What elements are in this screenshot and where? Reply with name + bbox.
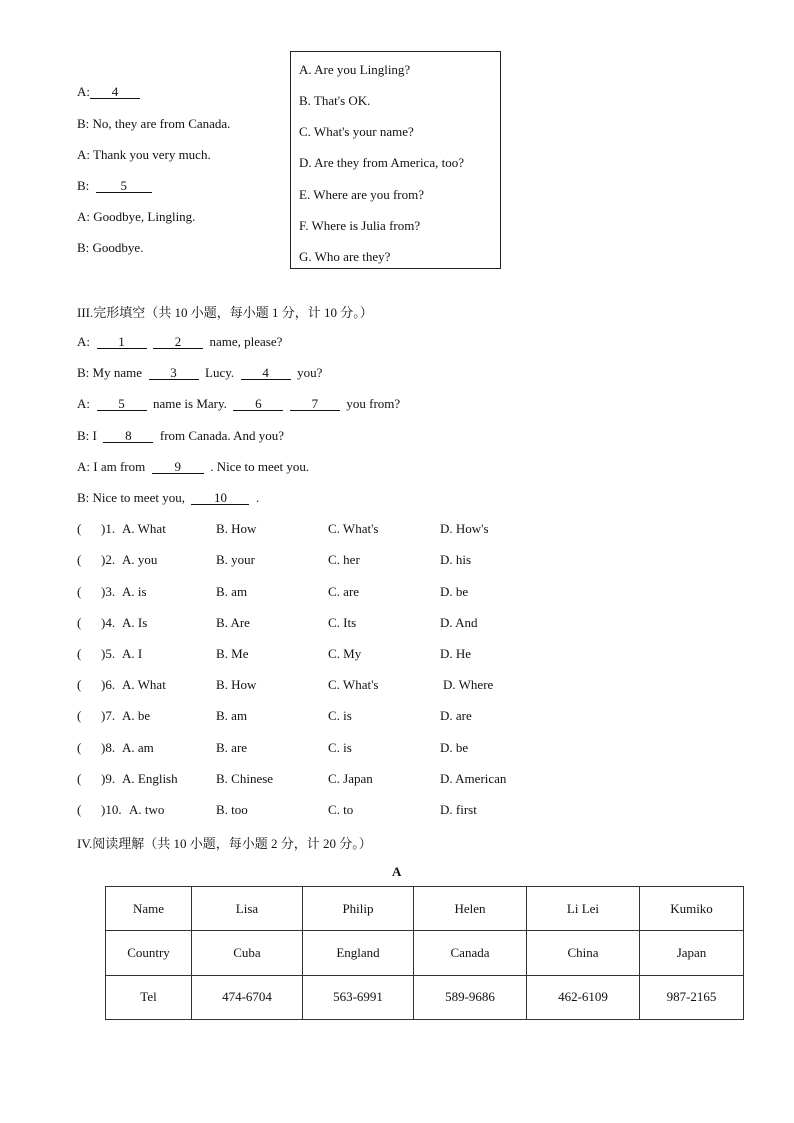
choice-c: C. her	[328, 552, 360, 567]
choice-b: B. How	[216, 521, 257, 536]
question-number: )3.	[101, 584, 116, 599]
choice-b: B. are	[216, 740, 248, 755]
choice-a: A. Is	[122, 615, 148, 630]
choice-d: D. are	[440, 708, 472, 723]
table-cell: Japan	[640, 931, 744, 975]
choice-a: A. am	[122, 740, 154, 755]
question-number: )9.	[101, 771, 116, 786]
cloze-text: . Nice to meet you.	[210, 459, 310, 474]
choice-question	[77, 584, 577, 600]
choice-b: B. How	[216, 677, 257, 692]
choice-c: C. is	[328, 740, 352, 755]
choice-b: B. your	[216, 552, 255, 567]
option-item: E. Where are you from?	[299, 187, 425, 202]
option-item: D. Are they from America, too?	[299, 155, 464, 170]
cloze-line	[77, 490, 259, 506]
table-cell: Lisa	[192, 887, 303, 931]
choice-c: C. My	[328, 646, 362, 661]
dialogue-line	[77, 84, 140, 100]
question-number: )10.	[101, 802, 122, 817]
choice-b: B. am	[216, 708, 248, 723]
cloze-line	[77, 396, 400, 412]
table-cell: England	[303, 931, 414, 975]
table-cell: 589-9686	[414, 975, 527, 1019]
choice-a: A. What	[122, 677, 166, 692]
cloze-line	[77, 334, 282, 350]
choice-c: C. Japan	[328, 771, 373, 786]
choice-b: B. am	[216, 584, 248, 599]
answer-blank: 10	[191, 491, 249, 505]
choice-d: D. Where	[443, 677, 494, 692]
info-table	[105, 886, 744, 1020]
table-cell: 987-2165	[640, 975, 744, 1019]
cloze-line	[77, 428, 284, 444]
choice-d: D. How's	[440, 521, 489, 536]
choice-a: A. two	[129, 802, 165, 817]
question-number: )7.	[101, 708, 116, 723]
question-number: )4.	[101, 615, 116, 630]
choice-d: D. be	[440, 740, 469, 755]
choice-d: D. his	[440, 552, 472, 567]
choice-b: B. Chinese	[216, 771, 274, 786]
cloze-text: Lucy.	[205, 365, 235, 380]
choice-question	[77, 615, 577, 631]
choice-question	[77, 521, 577, 537]
choice-question	[77, 771, 577, 787]
option-item: G. Who are they?	[299, 249, 391, 264]
speaker-label: B:	[77, 178, 90, 193]
choice-a: A. English	[122, 771, 178, 786]
cloze-text: you from?	[346, 396, 401, 411]
cloze-text: name, please?	[209, 334, 283, 349]
cloze-text: you?	[297, 365, 323, 380]
passage-label: A	[392, 864, 402, 879]
table-cell: Helen	[414, 887, 527, 931]
cloze-line	[77, 459, 309, 475]
cloze-text: from Canada. And you?	[159, 428, 285, 443]
choice-a: A. you	[122, 552, 158, 567]
choice-b: B. too	[216, 802, 248, 817]
answer-parenthesis[interactable]: (	[77, 615, 82, 630]
answer-blank: 1	[97, 335, 147, 349]
answer-parenthesis[interactable]: (	[77, 521, 82, 536]
cloze-text: A: I am from	[77, 459, 146, 474]
cloze-text: A:	[77, 334, 90, 349]
cloze-text: name is Mary.	[153, 396, 227, 411]
answer-blank: 5	[96, 179, 152, 193]
option-item: C. What's your name?	[299, 124, 414, 139]
question-number: )1.	[101, 521, 116, 536]
answer-parenthesis[interactable]: (	[77, 584, 82, 599]
dialogue-line: A: Goodbye, Lingling.	[77, 209, 196, 224]
table-cell: China	[527, 931, 640, 975]
choice-d: D. American	[440, 771, 507, 786]
choice-question	[77, 552, 577, 568]
section-heading: IV.阅读理解（共 10 小题，每小题 2 分，计 20 分。）	[77, 836, 372, 851]
answer-blank: 4	[241, 366, 291, 380]
dialogue-line: B: No, they are from Canada.	[77, 116, 231, 131]
dialogue-line: A: Thank you very much.	[77, 147, 211, 162]
choice-c: C. are	[328, 584, 360, 599]
answer-parenthesis[interactable]: (	[77, 740, 82, 755]
choice-question	[77, 677, 577, 693]
dialogue-line	[77, 178, 152, 194]
question-number: )2.	[101, 552, 116, 567]
choice-b: B. Are	[216, 615, 250, 630]
option-item: B. That's OK.	[299, 93, 371, 108]
answer-blank: 7	[290, 397, 340, 411]
table-cell: Li Lei	[527, 887, 640, 931]
section-heading: III.完形填空（共 10 小题，每小题 1 分，计 10 分。）	[77, 305, 373, 320]
table-cell: 462-6109	[527, 975, 640, 1019]
answer-blank: 9	[152, 460, 204, 474]
answer-parenthesis[interactable]: (	[77, 552, 82, 567]
choice-c: C. What's	[328, 521, 379, 536]
table-cell: Tel	[106, 975, 192, 1019]
answer-parenthesis[interactable]: (	[77, 708, 82, 723]
choice-c: C. is	[328, 708, 352, 723]
cloze-line	[77, 365, 322, 381]
table-cell: Canada	[414, 931, 527, 975]
answer-blank: 2	[153, 335, 203, 349]
choice-c: C. Its	[328, 615, 357, 630]
question-number: )8.	[101, 740, 116, 755]
choice-c: C. What's	[328, 677, 379, 692]
speaker-label: A:	[77, 84, 90, 99]
question-number: )6.	[101, 677, 116, 692]
options-box	[290, 51, 501, 269]
cloze-text: B: Nice to meet you,	[77, 490, 185, 505]
choice-question	[77, 802, 577, 818]
table-cell: Name	[106, 887, 192, 931]
answer-blank: 3	[149, 366, 199, 380]
table-cell: Philip	[303, 887, 414, 931]
choice-d: D. be	[440, 584, 469, 599]
choice-question	[77, 740, 577, 756]
choice-a: A. I	[122, 646, 143, 661]
choice-a: A. be	[122, 708, 151, 723]
cloze-text: A:	[77, 396, 90, 411]
answer-blank: 5	[97, 397, 147, 411]
answer-blank: 4	[90, 85, 140, 99]
choice-b: B. Me	[216, 646, 249, 661]
dialogue-line: B: Goodbye.	[77, 240, 144, 255]
table-row	[106, 975, 744, 1019]
answer-parenthesis[interactable]: (	[77, 677, 82, 692]
table-cell: 474-6704	[192, 975, 303, 1019]
table-cell: Kumiko	[640, 887, 744, 931]
table-row	[106, 887, 744, 931]
answer-blank: 8	[103, 429, 153, 443]
cloze-text: .	[255, 490, 260, 505]
option-item: A. Are you Lingling?	[299, 62, 411, 77]
choice-d: D. He	[440, 646, 472, 661]
table-cell: Country	[106, 931, 192, 975]
choice-d: D. And	[440, 615, 478, 630]
choice-d: D. first	[440, 802, 477, 817]
table-row	[106, 931, 744, 975]
question-number: )5.	[101, 646, 116, 661]
option-item: F. Where is Julia from?	[299, 218, 421, 233]
choice-a: A. What	[122, 521, 166, 536]
choice-c: C. to	[328, 802, 354, 817]
answer-parenthesis[interactable]: (	[77, 771, 82, 786]
cloze-text: B: I	[77, 428, 97, 443]
answer-parenthesis[interactable]: (	[77, 802, 82, 817]
table-cell: Cuba	[192, 931, 303, 975]
choice-question	[77, 646, 577, 662]
table-cell: 563-6991	[303, 975, 414, 1019]
answer-blank: 6	[233, 397, 283, 411]
cloze-text: B: My name	[77, 365, 142, 380]
choice-a: A. is	[122, 584, 147, 599]
answer-parenthesis[interactable]: (	[77, 646, 82, 661]
choice-question	[77, 708, 577, 724]
